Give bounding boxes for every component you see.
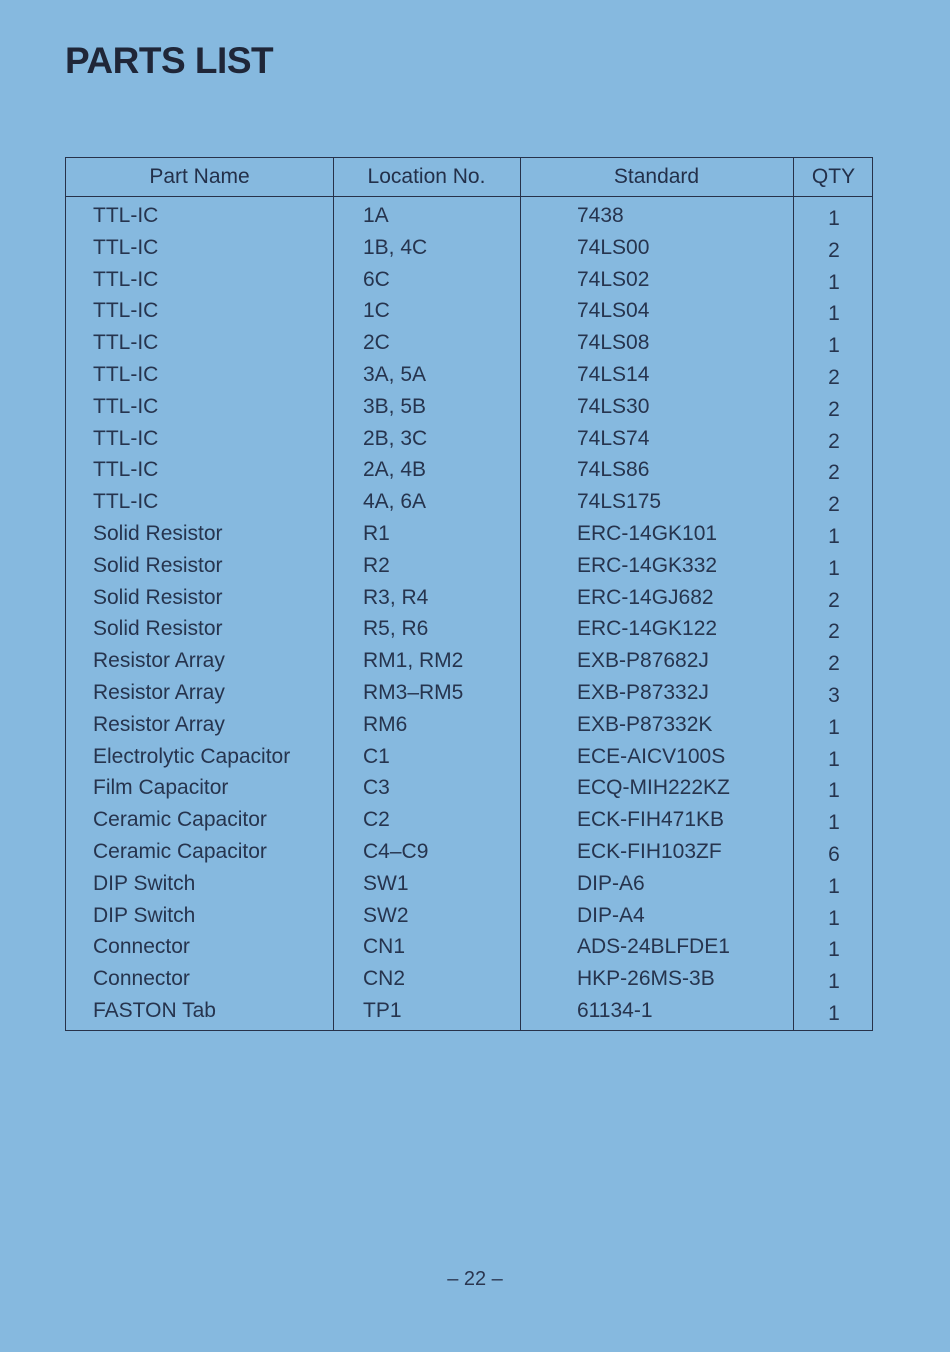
table-row [66,550,872,582]
cell-qty: 1 [828,938,840,962]
cell-qty: 6 [828,842,840,866]
cell-location-no: C2 [363,808,390,832]
cell-location-no: 2B, 3C [363,426,428,450]
cell-part-name: DIP Switch [93,903,196,927]
cell-part-name: TTL-IC [93,204,159,227]
cell-part-name: Film Capacitor [93,776,229,800]
cell-location-no: CN2 [363,967,406,991]
cell-part-name: Solid Resistor [93,617,223,641]
cell-location-no: R5, R6 [363,617,429,641]
cell-location-no: RM3–RM5 [363,680,464,704]
table-row [66,836,872,868]
cell-location-no: RM6 [363,712,408,736]
cell-qty: 1 [828,1001,840,1025]
table-row [66,868,872,900]
header-location-no: Location No. [367,165,486,188]
cell-part-name: TTL-IC [93,267,159,291]
cell-location-no: TP1 [363,998,402,1022]
header-divider [66,196,872,197]
cell-part-name: Connector [93,967,190,991]
cell-standard: ERC-14GK101 [577,521,718,545]
cell-standard: ECK-FIH103ZF [577,839,722,863]
cell-location-no: 3A, 5A [363,362,427,386]
page-number: – 22 – [447,1268,503,1290]
cell-part-name: TTL-IC [93,426,159,450]
cell-qty: 2 [828,397,840,421]
cell-part-name: DIP Switch [93,871,196,895]
cell-qty: 2 [828,588,840,612]
cell-part-name: Resistor Array [93,649,225,673]
cell-location-no: 1C [363,299,390,323]
cell-standard: 61134-1 [577,998,653,1022]
cell-standard: DIP-A4 [577,903,645,927]
cell-standard: EXB-P87332K [577,712,713,736]
cell-location-no: 1B, 4C [363,235,428,259]
table-row [66,709,872,741]
cell-part-name: Solid Resistor [93,521,223,545]
cell-qty: 1 [828,556,840,580]
cell-qty: 1 [828,747,840,771]
cell-part-name: TTL-IC [93,235,159,259]
cell-location-no: SW2 [363,903,409,927]
parts-table [65,157,873,1031]
table-row [66,931,872,963]
cell-qty: 2 [828,365,840,389]
table-row [66,995,872,1027]
cell-standard: ERC-14GK332 [577,553,718,577]
cell-location-no: C1 [363,744,390,768]
cell-location-no: R3, R4 [363,585,429,609]
table-row [66,264,872,296]
cell-qty: 1 [828,334,840,358]
cell-qty: 1 [828,811,840,835]
cell-location-no: 6C [363,267,390,291]
cell-standard: ERC-14GJ682 [577,585,714,609]
table-row [66,582,872,614]
cell-standard: 74LS14 [577,362,650,386]
cell-part-name: TTL-IC [93,394,159,418]
header-standard: Standard [613,165,700,188]
cell-standard: DIP-A6 [577,871,645,895]
cell-part-name: Resistor Array [93,712,225,736]
cell-qty: 1 [828,270,840,294]
table-row [66,423,872,455]
cell-qty: 1 [828,970,840,994]
cell-location-no: 1A [363,204,389,227]
cell-qty: 2 [828,493,840,517]
cell-standard: 74LS08 [577,331,650,355]
cell-location-no: RM1, RM2 [363,649,464,673]
cell-standard: 74LS02 [577,267,650,291]
table-row [66,677,872,709]
table-row [66,327,872,359]
cell-standard: 7438 [577,204,624,227]
table-row [66,359,872,391]
cell-standard: 74LS00 [577,235,650,259]
cell-location-no: CN1 [363,935,406,959]
cell-part-name: Connector [93,935,190,959]
cell-part-name: TTL-IC [93,299,159,323]
cell-location-no: 2C [363,331,390,355]
table-row [66,295,872,327]
cell-qty: 1 [828,302,840,326]
cell-qty: 2 [828,461,840,485]
cell-location-no: 3B, 5B [363,394,427,418]
cell-location-no: R1 [363,521,390,545]
cell-standard: ERC-14GK122 [577,617,718,641]
cell-part-name: Resistor Array [93,680,225,704]
cell-standard: 74LS04 [577,299,650,323]
cell-qty: 3 [828,683,840,707]
cell-standard: ECK-FIH471KB [577,808,725,832]
header-part-name: Part Name [149,165,250,188]
cell-part-name: TTL-IC [93,362,159,386]
cell-standard: 74LS74 [577,426,650,450]
page-title: PARTS LIST [65,40,274,81]
cell-part-name: Ceramic Capacitor [93,839,267,863]
cell-standard: 74LS30 [577,394,650,418]
table-row [66,613,872,645]
cell-qty: 1 [828,906,840,930]
cell-part-name: Ceramic Capacitor [93,808,267,832]
table-row [66,741,872,773]
cell-qty: 1 [828,874,840,898]
cell-qty: 1 [828,524,840,548]
cell-qty: 1 [828,779,840,803]
table-row [66,900,872,932]
cell-standard: 74LS86 [577,458,650,482]
cell-location-no: R2 [363,553,390,577]
cell-qty: 2 [828,429,840,453]
table-row [66,200,872,232]
cell-location-no: 4A, 6A [363,490,427,514]
table-row [66,804,872,836]
cell-part-name: Solid Resistor [93,553,223,577]
cell-part-name: Solid Resistor [93,585,223,609]
cell-location-no: SW1 [363,871,409,895]
table-row [66,963,872,995]
table-row [66,391,872,423]
table-row [66,645,872,677]
cell-standard: ADS-24BLFDE1 [577,935,730,959]
cell-standard: EXB-P87682J [577,649,709,673]
cell-location-no: C3 [363,776,390,800]
table-body [66,200,872,1027]
header-qty: QTY [811,165,856,188]
cell-part-name: FASTON Tab [93,998,216,1022]
table-row [66,772,872,804]
table-row [66,232,872,264]
cell-qty: 1 [828,207,840,230]
cell-location-no: 2A, 4B [363,458,427,482]
cell-standard: ECE-AICV100S [577,744,726,768]
cell-qty: 2 [828,620,840,644]
table-row [66,486,872,518]
cell-location-no: C4–C9 [363,839,429,863]
table-row [66,518,872,550]
cell-standard: EXB-P87332J [577,680,709,704]
cell-standard: 74LS175 [577,490,662,514]
cell-part-name: TTL-IC [93,331,159,355]
cell-standard: HKP-26MS-3B [577,967,715,991]
cell-part-name: Electrolytic Capacitor [93,744,291,768]
cell-qty: 1 [828,715,840,739]
cell-part-name: TTL-IC [93,490,159,514]
cell-part-name: TTL-IC [93,458,159,482]
table-row [66,454,872,486]
cell-qty: 2 [828,652,840,676]
cell-standard: ECQ-MIH222KZ [577,776,730,800]
cell-qty: 2 [828,238,840,262]
